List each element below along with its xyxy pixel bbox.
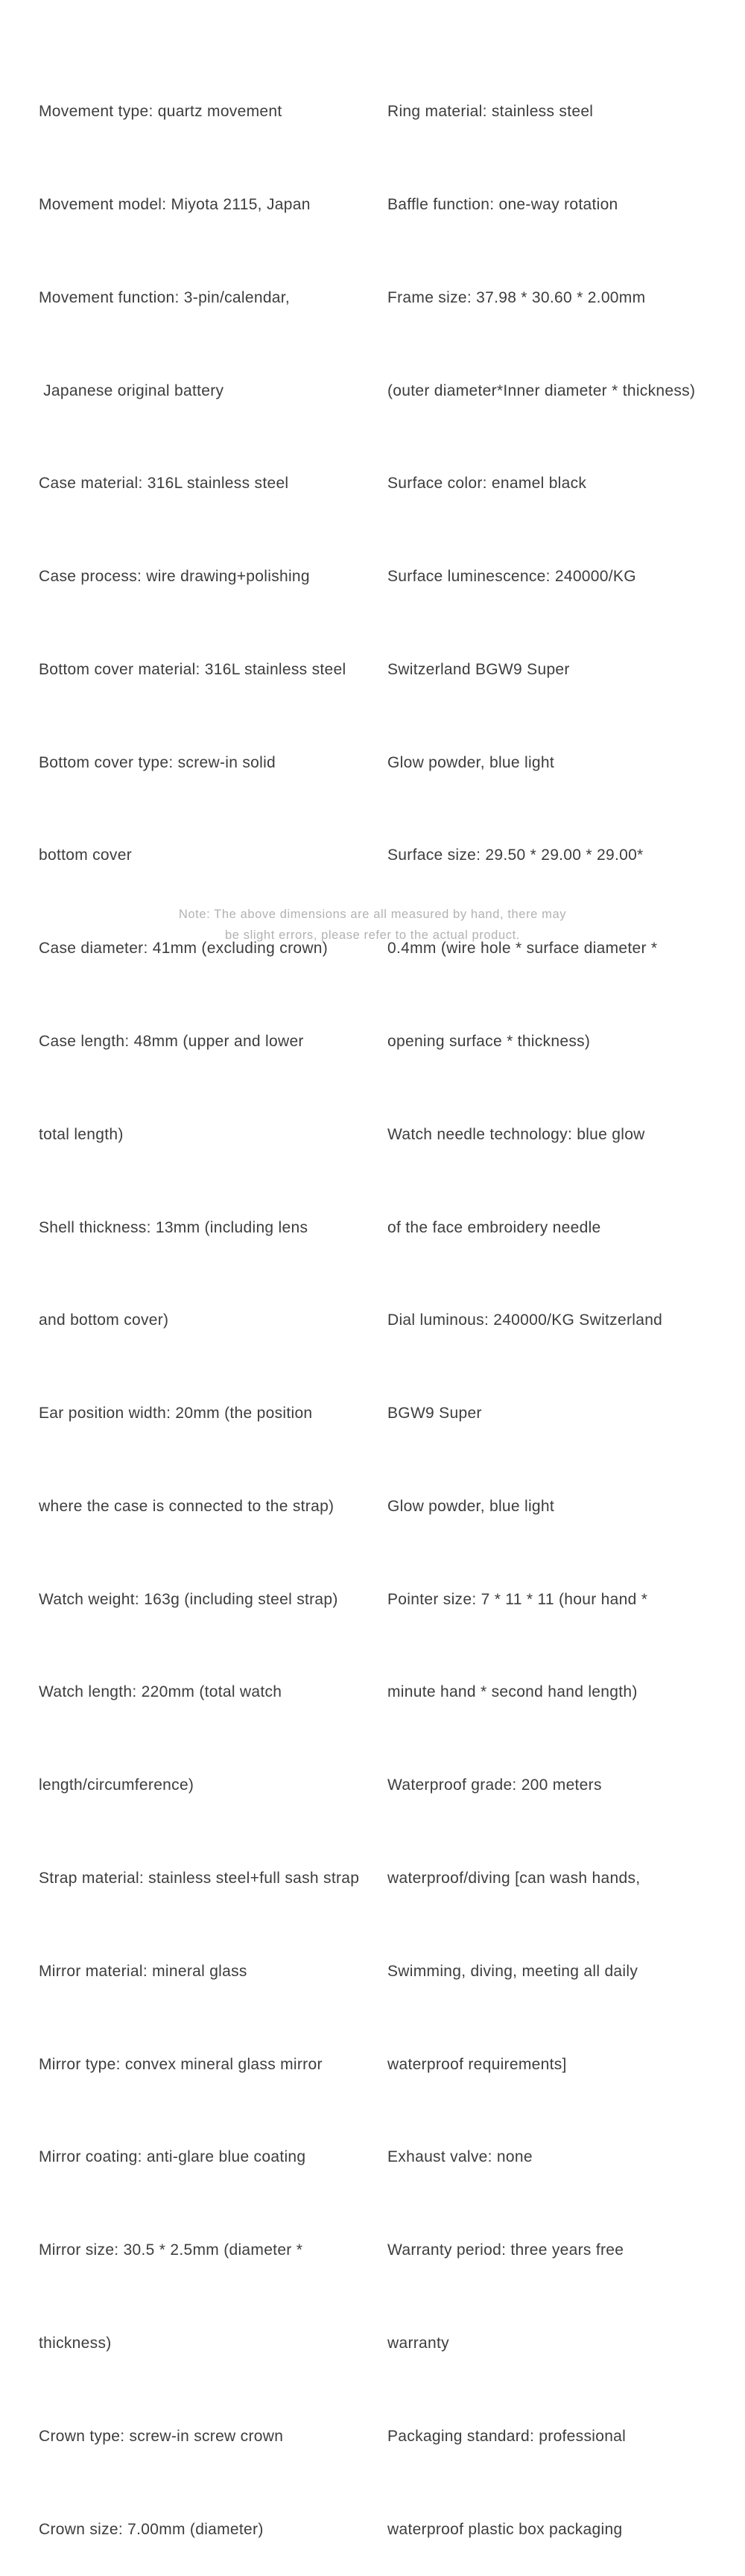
spec-line-warranty-period: Warranty period: three years free <box>387 2241 624 2259</box>
spec-line-ear-position-width: Ear position width: 20mm (the position <box>39 1405 313 1423</box>
spec-line-watch-length-cont: length/circumference) <box>39 1776 194 1794</box>
spec-line-movement-function-cont: Japanese original battery <box>39 382 224 399</box>
spec-line-watch-length: Watch length: 220mm (total watch <box>39 1683 282 1701</box>
spec-line-movement-model: Movement model: Miyota 2115, Japan <box>39 195 311 213</box>
spec-line-case-length: Case length: 48mm (upper and lower <box>39 1033 304 1050</box>
spec-line-case-length-cont: total length) <box>39 1125 124 1143</box>
measurement-note-line1: Note: The above dimensions are all measured by hand, there may <box>178 908 567 921</box>
spec-line-pointer-size: Pointer size: 7 * 11 * 11 (hour hand * <box>387 1590 648 1608</box>
spec-column-right <box>387 34 695 2576</box>
spec-line-mirror-size: Mirror size: 30.5 * 2.5mm (diameter * <box>39 2241 303 2259</box>
spec-line-crown-type: Crown type: screw-in screw crown <box>39 2427 284 2445</box>
spec-line-ring-material: Ring material: stainless steel <box>387 103 594 121</box>
measurement-note <box>0 904 745 946</box>
spec-line-surface-luminescence-cont1: Switzerland BGW9 Super <box>387 660 570 678</box>
spec-line-pointer-size-cont: minute hand * second hand length) <box>387 1683 638 1701</box>
spec-line-bottom-cover-type: Bottom cover type: screw-in solid <box>39 753 276 771</box>
spec-line-mirror-size-cont: thickness) <box>39 2334 112 2352</box>
spec-line-waterproof-grade-cont1: waterproof/diving [can wash hands, <box>387 1870 641 1887</box>
spec-line-case-process: Case process: wire drawing+polishing <box>39 568 310 586</box>
spec-line-frame-size: Frame size: 37.98 * 30.60 * 2.00mm <box>387 288 646 306</box>
spec-line-mirror-material: Mirror material: mineral glass <box>39 1962 247 1980</box>
spec-line-frame-size-cont: (outer diameter*Inner diameter * thickness) <box>387 382 696 399</box>
spec-line-mirror-type: Mirror type: convex mineral glass mirror <box>39 2055 323 2073</box>
spec-line-waterproof-grade: Waterproof grade: 200 meters <box>387 1776 602 1794</box>
spec-line-dial-luminous: Dial luminous: 240000/KG Switzerland <box>387 1311 663 1329</box>
spec-line-strap-material: Strap material: stainless steel+full sash strap <box>39 1870 360 1887</box>
spec-line-packaging-standard: Packaging standard: professional <box>387 2427 627 2445</box>
spec-line-movement-type: Movement type: quartz movement <box>39 103 282 121</box>
spec-line-case-material: Case material: 316L stainless steel <box>39 475 289 493</box>
spec-line-case-diameter: Case diameter: 41mm (excluding crown) <box>39 940 329 958</box>
spec-line-waterproof-grade-cont2: Swimming, diving, meeting all daily <box>387 1962 638 1980</box>
spec-line-waterproof-grade-cont3: waterproof requirements] <box>387 2055 567 2073</box>
spec-line-shell-thickness-cont: and bottom cover) <box>39 1311 169 1329</box>
spec-line-surface-size: Surface size: 29.50 * 29.00 * 29.00* <box>387 846 644 864</box>
spec-line-dial-luminous-cont1: BGW9 Super <box>387 1405 482 1423</box>
spec-line-surface-color: Surface color: enamel black <box>387 475 587 493</box>
spec-line-surface-size-cont2: opening surface * thickness) <box>387 1033 591 1050</box>
measurement-note-line2: be slight errors, please refer to the actual product. <box>225 928 520 942</box>
spec-line-baffle-function: Baffle function: one-way rotation <box>387 195 618 213</box>
spec-line-crown-size: Crown size: 7.00mm (diameter) <box>39 2520 264 2538</box>
spec-line-ear-position-width-cont: where the case is connected to the strap) <box>39 1497 335 1515</box>
spec-line-needle-technology-cont: of the face embroidery needle <box>387 1218 601 1236</box>
spec-line-watch-weight: Watch weight: 163g (including steel strap) <box>39 1590 338 1608</box>
spec-line-shell-thickness: Shell thickness: 13mm (including lens <box>39 1218 308 1236</box>
spec-line-dial-luminous-cont2: Glow powder, blue light <box>387 1497 555 1515</box>
spec-line-surface-size-cont1: 0.4mm (wire hole * surface diameter * <box>387 940 658 958</box>
spec-line-warranty-period-cont: warranty <box>387 2334 449 2352</box>
spec-line-packaging-standard-cont: waterproof plastic box packaging <box>387 2520 623 2538</box>
spec-line-surface-luminescence-cont2: Glow powder, blue light <box>387 753 555 771</box>
spec-line-movement-function: Movement function: 3-pin/calendar, <box>39 288 291 306</box>
spec-line-exhaust-valve: Exhaust valve: none <box>387 2148 533 2166</box>
spec-line-bottom-cover-material: Bottom cover material: 316L stainless steel <box>39 660 346 678</box>
spec-line-surface-luminescence: Surface luminescence: 240000/KG <box>387 568 636 586</box>
spec-line-mirror-coating: Mirror coating: anti-glare blue coating <box>39 2148 306 2166</box>
spec-line-bottom-cover-type-cont: bottom cover <box>39 846 132 864</box>
spec-line-needle-technology: Watch needle technology: blue glow <box>387 1125 645 1143</box>
spec-column-left <box>39 34 359 2576</box>
